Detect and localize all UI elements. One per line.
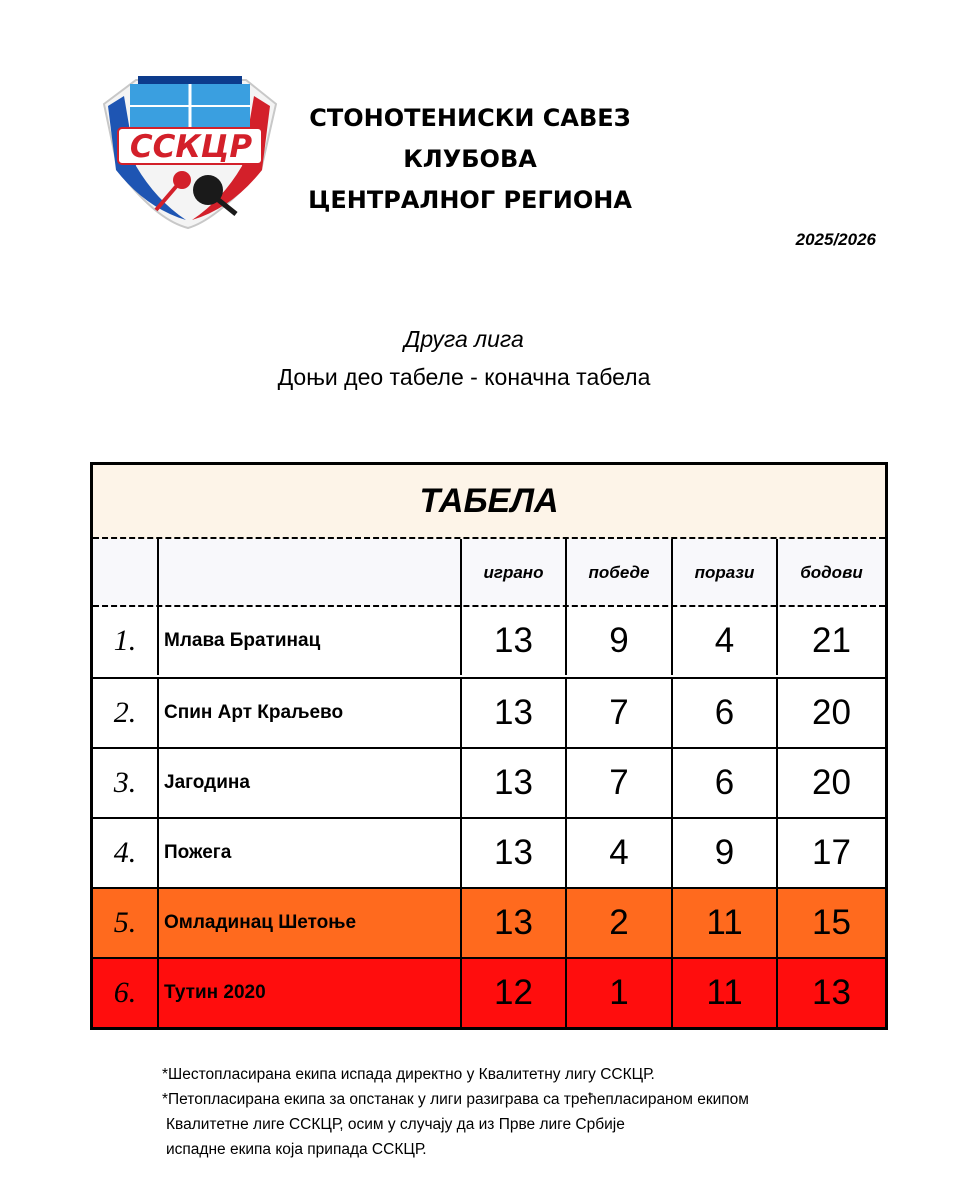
row-position: 2.	[93, 679, 159, 747]
row-team: Омладинац Шетоње	[159, 889, 462, 957]
row-points: 21	[812, 621, 851, 660]
row-wins: 2	[567, 889, 673, 957]
header-losses: порази	[673, 539, 778, 607]
row-losses: 11	[673, 959, 778, 1027]
row-team: Млава Братинац	[159, 607, 462, 675]
footnote-1: *Шестопласирана екипа испада директно у Квалитетну лигу ССКЦР.	[162, 1066, 655, 1083]
row-losses: 4	[673, 607, 778, 675]
table-title: ТАБЕЛА	[419, 482, 559, 520]
header-position	[93, 539, 159, 607]
row-wins: 1	[567, 959, 673, 1027]
table-row	[93, 817, 885, 887]
table-row	[93, 887, 885, 957]
row-team: Тутин 2020	[159, 959, 462, 1027]
row-wins: 4	[567, 819, 673, 887]
row-played: 13	[462, 607, 567, 675]
organization-name	[300, 98, 640, 221]
row-team: Пожега	[159, 819, 462, 887]
header-wins: победе	[567, 539, 673, 607]
row-points: 20	[812, 763, 851, 802]
row-wins: 7	[567, 679, 673, 747]
row-wins: 7	[567, 749, 673, 817]
row-points: 17	[812, 833, 851, 872]
row-points: 20	[812, 693, 851, 732]
league-title: Друга лига	[404, 326, 524, 352]
row-losses: 11	[673, 889, 778, 957]
row-points: 13	[812, 973, 851, 1012]
row-position: 6.	[93, 959, 159, 1027]
row-position: 5.	[93, 889, 159, 957]
row-position: 1.	[93, 607, 159, 675]
row-losses: 9	[673, 819, 778, 887]
row-played: 13	[462, 679, 567, 747]
table-row	[93, 957, 885, 1027]
row-wins: 9	[567, 607, 673, 675]
row-position: 4.	[93, 819, 159, 887]
org-line-3: ЦЕНТРАЛНОГ РЕГИОНА	[308, 186, 632, 214]
row-points: 15	[812, 903, 851, 942]
row-played: 12	[462, 959, 567, 1027]
row-played: 13	[462, 819, 567, 887]
row-played: 13	[462, 889, 567, 957]
logo-text: ССКЦР	[129, 129, 253, 165]
row-team: Спин Арт Краљево	[159, 679, 462, 747]
footnotes	[162, 1062, 749, 1162]
table-row	[93, 607, 885, 677]
row-team: Јагодина	[159, 749, 462, 817]
row-losses: 6	[673, 749, 778, 817]
sskcr-logo	[96, 70, 282, 232]
standings-table	[90, 462, 888, 1030]
footnote-2: *Петопласирана екипа за опстанак у лиги разиграва са трећепласираном екипом	[162, 1091, 749, 1108]
org-line-1: СТОНОТЕНИСКИ САВЕЗ	[309, 104, 631, 132]
footnote-4: испадне екипа која припада ССКЦР.	[166, 1141, 427, 1158]
row-played: 13	[462, 749, 567, 817]
header-team	[159, 539, 462, 607]
table-subtitle: Доњи део табеле - коначна табела	[277, 364, 651, 390]
table-row	[93, 677, 885, 747]
table-row	[93, 747, 885, 817]
table-header-row	[93, 539, 885, 607]
row-losses: 6	[673, 679, 778, 747]
header-points: бодови	[800, 563, 863, 582]
footnote-3: Квалитетне лиге ССКЦР, осим у случају да из Прве лиге Србије	[166, 1116, 625, 1133]
header-played: играно	[462, 539, 567, 607]
row-position: 3.	[93, 749, 159, 817]
season-label: 2025/2026	[795, 230, 876, 249]
org-line-2: КЛУБОВА	[403, 145, 537, 173]
